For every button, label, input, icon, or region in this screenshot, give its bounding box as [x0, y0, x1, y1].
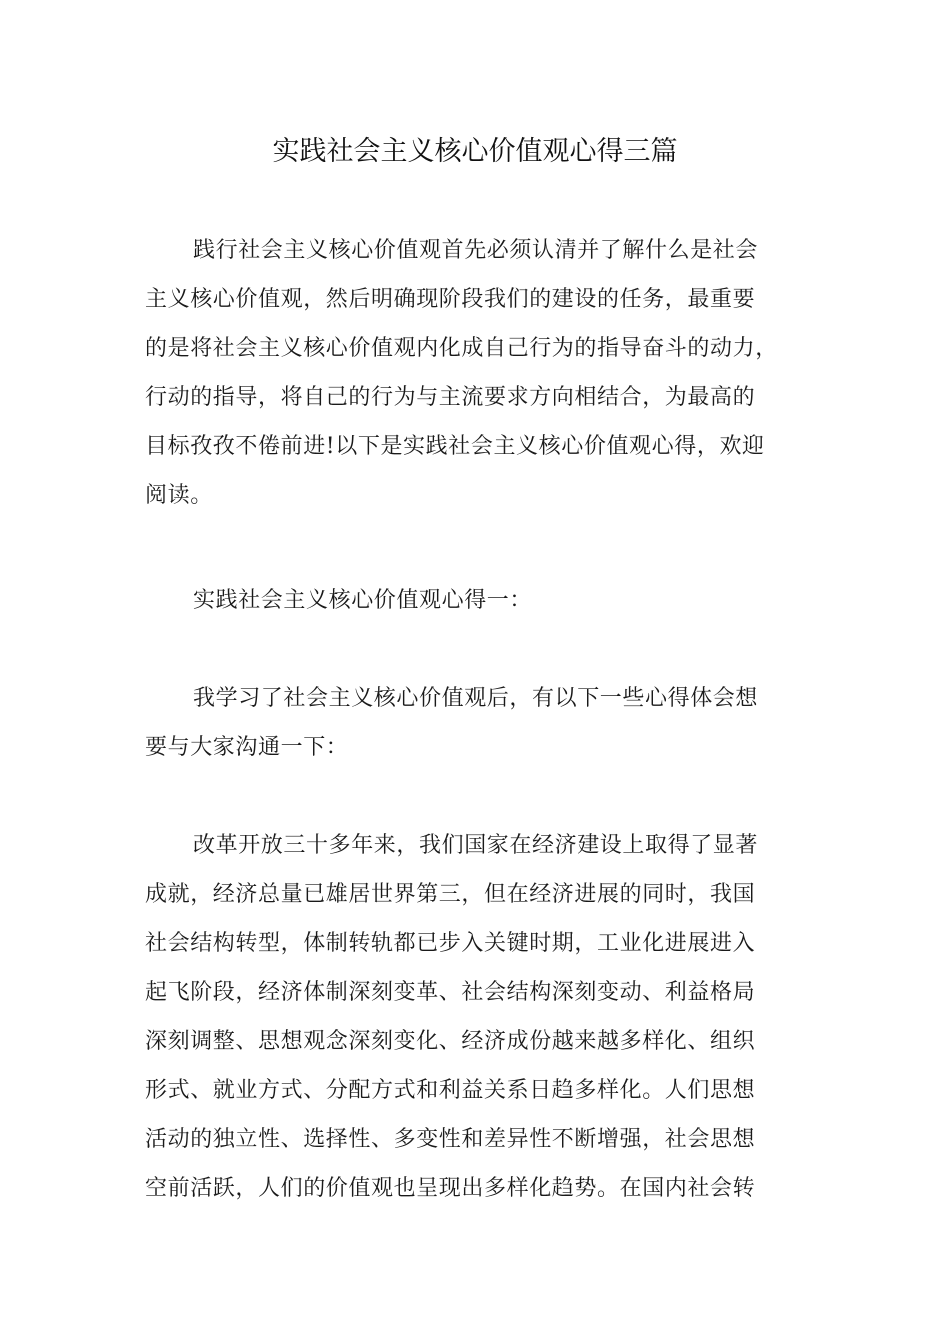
- text-line: 改革开放三十多年来，我们国家在经济建设上取得了显著: [193, 833, 759, 858]
- text-line: 深刻调整、思想观念深刻变化、经济成份越来越多样化、组织: [145, 1029, 756, 1054]
- text-line: 阅读。: [145, 483, 213, 508]
- paragraph-opening: [145, 674, 815, 772]
- text-line: 起飞阶段，经济体制深刻变革、社会结构深刻变动、利益格局: [145, 980, 756, 1005]
- text-line: 形式、就业方式、分配方式和利益关系日趋多样化。人们思想: [145, 1078, 756, 1103]
- text-line: 主义核心价值观，然后明确现阶段我们的建设的任务，最重要: [145, 287, 756, 312]
- paragraph-intro: [145, 226, 815, 520]
- paragraph-section-heading: [145, 576, 815, 625]
- text-line: 践行社会主义核心价值观首先必须认清并了解什么是社会: [193, 238, 759, 263]
- text-line: 成就，经济总量已雄居世界第三，但在经济进展的同时，我国: [145, 882, 756, 907]
- text-line: 要与大家沟通一下：: [145, 735, 349, 760]
- text-line: 行动的指导，将自己的行为与主流要求方向相结合，为最高的: [145, 385, 756, 410]
- text-line: 的是将社会主义核心价值观内化成自己行为的指导奋斗的动力，: [145, 336, 778, 361]
- text-line: 实践社会主义核心价值观心得一：: [193, 588, 533, 613]
- paragraph-body: [145, 821, 815, 1213]
- text-line: 空前活跃，人们的价值观也呈现出多样化趋势。在国内社会转: [145, 1176, 756, 1201]
- text-line: 目标孜孜不倦前进!以下是实践社会主义核心价值观心得，欢迎: [145, 434, 765, 459]
- text-line: 活动的独立性、选择性、多变性和差异性不断增强，社会思想: [145, 1127, 756, 1152]
- text-line: 社会结构转型，体制转轨都已步入关键时期，工业化进展进入: [145, 931, 756, 956]
- document-title: 实践社会主义核心价值观心得三篇: [272, 136, 678, 167]
- text-line: 我学习了社会主义核心价值观后，有以下一些心得体会想: [193, 686, 759, 711]
